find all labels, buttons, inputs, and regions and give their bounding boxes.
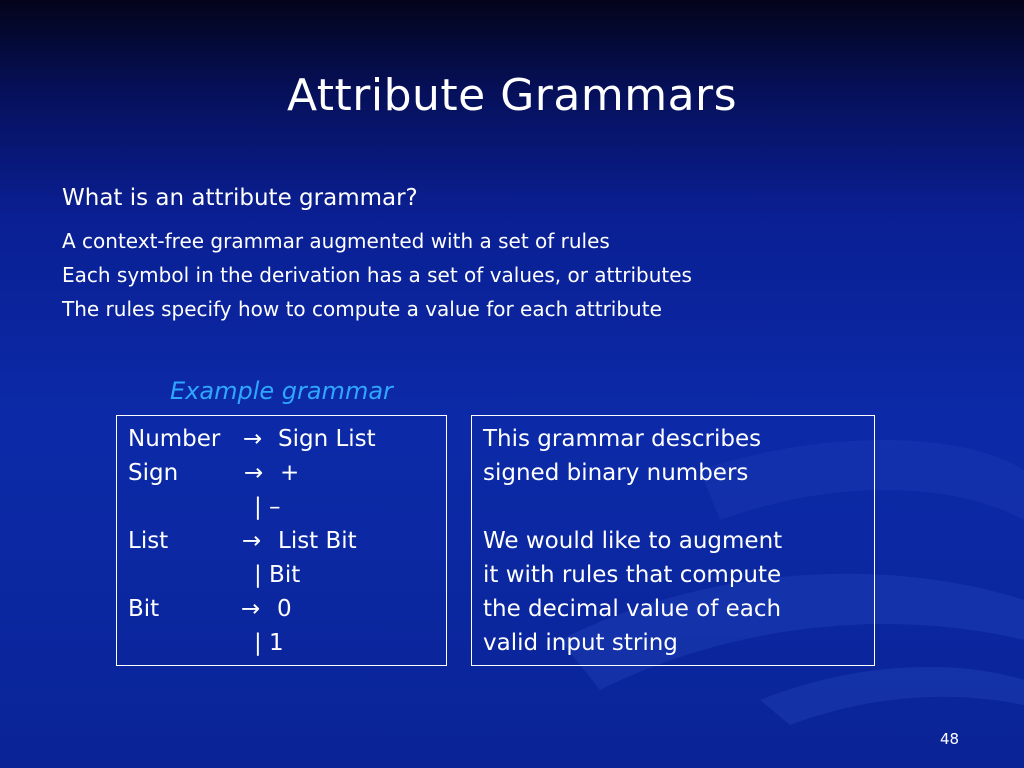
description-line: valid input string xyxy=(483,630,678,656)
definition-item: The rules specify how to compute a value for each attribute xyxy=(62,297,662,321)
definition-list xyxy=(62,224,692,326)
description-line: signed binary numbers xyxy=(483,460,749,486)
grammar-lhs-sign: Sign xyxy=(128,460,179,486)
grammar-rhs-sign-1: + xyxy=(280,460,300,486)
grammar-lhs-bit: Bit xyxy=(128,596,160,622)
description-line: it with rules that compute xyxy=(483,562,782,588)
definition-item: Each symbol in the derivation has a set of values, or attributes xyxy=(62,263,692,287)
description-line: We would like to augment xyxy=(483,528,783,554)
grammar-rhs-list-1: List Bit xyxy=(278,528,357,554)
grammar-rhs-bit-1: 0 xyxy=(277,596,292,622)
arrow-icon: → xyxy=(242,528,262,554)
page-number: 48 xyxy=(940,730,960,748)
description-line: the decimal value of each xyxy=(483,596,782,622)
question-text: What is an attribute grammar? xyxy=(62,185,418,211)
arrow-icon: → xyxy=(244,460,264,486)
description-box xyxy=(471,415,875,666)
grammar-rhs-list-2: | Bit xyxy=(254,562,301,588)
grammar-lhs-number: Number xyxy=(128,426,221,452)
grammar-rhs-number: Sign List xyxy=(278,426,376,452)
grammar-box xyxy=(116,415,447,666)
arrow-icon: → xyxy=(241,596,261,622)
grammar-rhs-sign-2: | – xyxy=(254,494,281,520)
arrow-icon: → xyxy=(243,426,263,452)
grammar-lhs-list: List xyxy=(128,528,169,554)
description-line: This grammar describes xyxy=(483,426,762,452)
slide-title: Attribute Grammars xyxy=(286,70,738,121)
definition-item: A context-free grammar augmented with a set of rules xyxy=(62,229,610,253)
grammar-rhs-bit-2: | 1 xyxy=(254,630,284,656)
example-grammar-label: Example grammar xyxy=(170,377,393,405)
